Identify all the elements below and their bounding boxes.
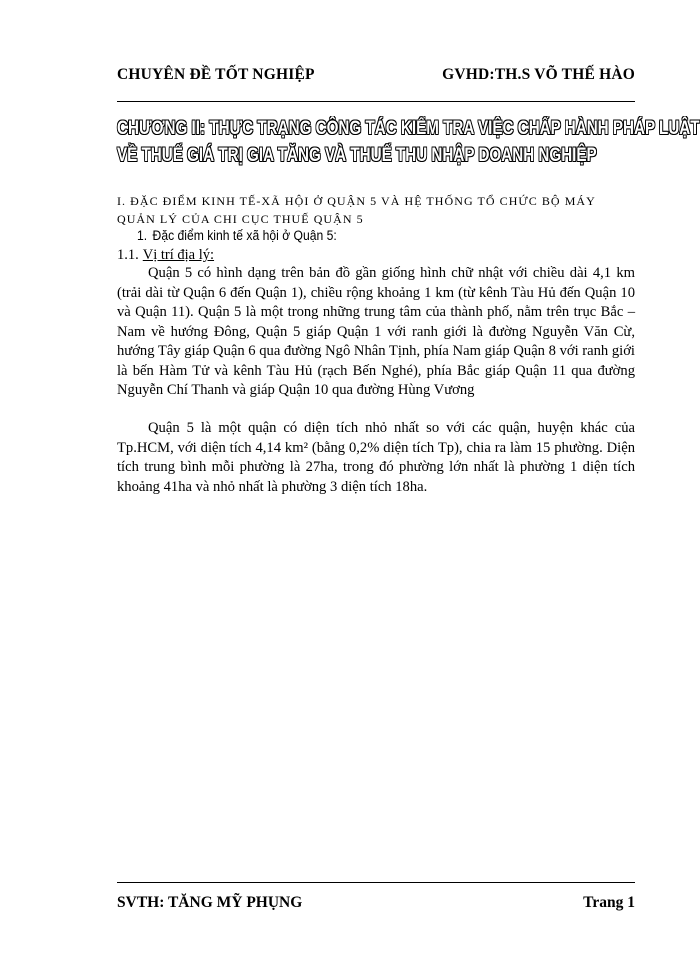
header-topic: CHUYÊN ĐỀ TỐT NGHIỆP <box>117 66 315 83</box>
chapter-title <box>117 115 700 169</box>
sub-subsection-title: Vị trí địa lý: <box>142 247 215 263</box>
subsection-number: 1. <box>137 228 148 243</box>
chapter-title-line-1: CHƯƠNG II: THỰC TRẠNG CÔNG TÁC KIỂM TRA VIỆC CHẤP HÀNH PHÁP LUẬT <box>117 118 700 139</box>
sub-subsection-heading <box>117 247 214 264</box>
footer-rule <box>117 882 635 883</box>
chapter-title-line-2: VỀ THUẾ GIÁ TRỊ GIA TĂNG VÀ THUẾ THU NHẬP DOANH NGHIỆP <box>117 145 597 166</box>
header-rule <box>117 101 635 102</box>
sub-subsection-number: 1.1. <box>117 247 139 263</box>
footer-student: SVTH: TĂNG MỸ PHỤNG <box>117 894 303 911</box>
section-heading: I. ĐẶC ĐIỂM KINH TẾ-XÃ HỘI Ở QUẬN 5 VÀ HỆ THỐNG TỔ CHỨC BỘ MÁY QUẢN LÝ CỦA CHI CỤC THUẾ QUẬN 5 <box>117 194 596 226</box>
header-advisor: GVHD:TH.S VÕ THẾ HÀO <box>442 66 635 83</box>
page-number: Trang 1 <box>583 894 635 911</box>
subsection-title: Đặc điểm kinh tế xã hội ở Quận 5: <box>152 228 337 243</box>
paragraph-area: Quận 5 là một quận có diện tích nhỏ nhất so với các quận, huyện khác của Tp.HCM, với diện tích 4,14 km² (bằng 0,2% diện tích Tp), chia ra làm 15 phường. Diện tích trung bình mỗi phường là 27ha, trong đó phường lớn nhất là phường 1 diện tích khoảng 41ha và nhỏ nhất là phường 3 diện tích 18ha. <box>117 420 635 495</box>
page-footer <box>117 894 635 916</box>
paragraph-location: Quận 5 có hình dạng trên bản đồ gần giống hình chữ nhật với chiều dài 4,1 km (trải dài từ Quận 6 đến Quận 1), chiều rộng khoảng 1 km (từ kênh Tàu Hủ đến Quận 10 và Quận 11). Quận 5 là một trong những trung tâm của thành phố, nằm trên trục Bắc – Nam về hướng Đông, Quận 5 giáp Quận 1 với ranh giới là đường Nguyễn Văn Cừ, hướng Tây giáp Quận 6 qua đường Ngô Nhân Tịnh, phía Nam giáp Quận 8 với ranh giới là bến Hàm Tử và kênh Tàu Hủ (rạch Bến Nghé), phía Bắc giáp Quận 11 qua đường Nguyễn Chí Thanh và giáp Quận 10 qua đường Hùng Vương <box>117 265 635 398</box>
page-header <box>117 66 635 88</box>
subsection-heading <box>137 228 337 243</box>
